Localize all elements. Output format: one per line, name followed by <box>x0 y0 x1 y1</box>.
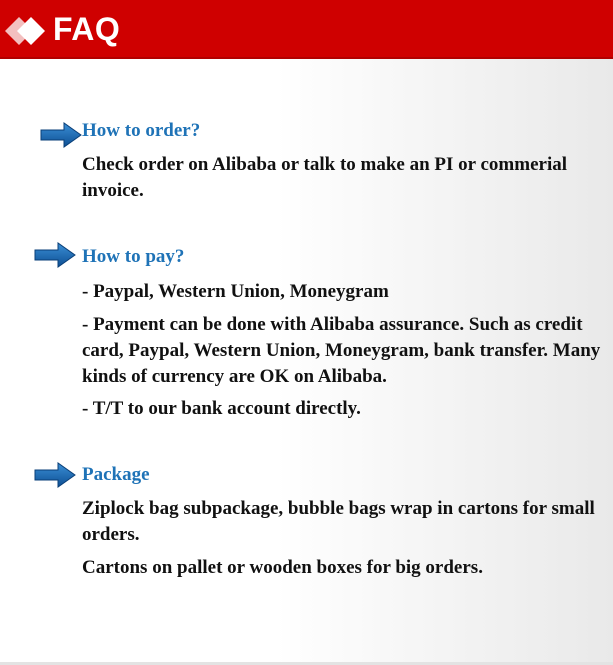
right-arrow-icon <box>34 242 76 268</box>
faq-answer: - Paypal, Western Union, Moneygram <box>82 281 389 302</box>
faq-question: How to order? <box>82 120 201 141</box>
faq-answer: - Payment can be done with Alibaba assurance. Such as credit card, Paypal, Western Union, Moneygram, bank transfer. Many kinds of currency are OK on Alibaba. <box>82 314 601 387</box>
right-arrow-icon <box>34 462 76 488</box>
right-arrow-icon <box>40 122 82 148</box>
faq-header <box>0 0 613 59</box>
faq-answer: Cartons on pallet or wooden boxes for big orders. <box>82 557 483 578</box>
faq-answer: Ziplock bag subpackage, bubble bags wrap in cartons for small orders. <box>82 498 595 545</box>
faq-answer: - T/T to our bank account directly. <box>82 398 361 419</box>
faq-question: Package <box>82 464 150 485</box>
diamond-logo-icon <box>3 14 47 48</box>
faq-question: How to pay? <box>82 246 185 267</box>
faq-answer: Check order on Alibaba or talk to make an PI or commerial invoice. <box>82 154 568 201</box>
page-title: FAQ <box>53 11 121 47</box>
